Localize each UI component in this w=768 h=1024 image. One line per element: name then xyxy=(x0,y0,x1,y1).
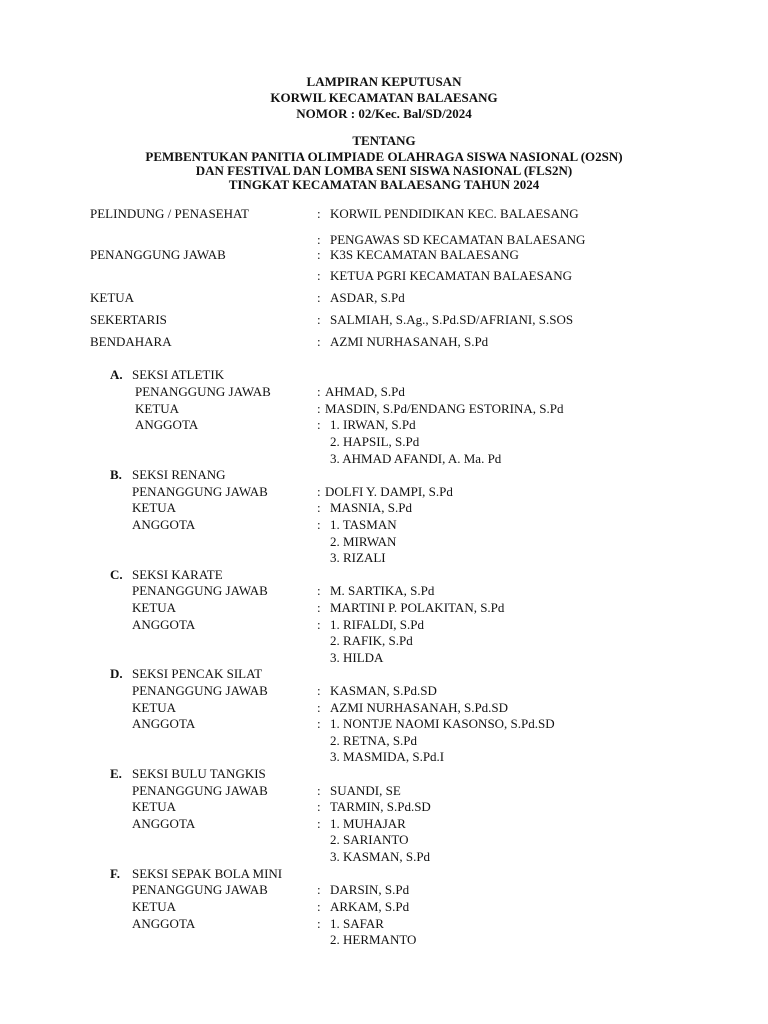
section-pj-label: PENANGGUNG JAWAB xyxy=(132,583,268,598)
section-pj-label: PENANGGUNG JAWAB xyxy=(132,484,268,499)
colon: : xyxy=(317,312,321,327)
header-line-2: KORWIL KECAMATAN BALAESANG xyxy=(270,90,498,105)
colon: : xyxy=(317,716,321,731)
section-anggota-label: ANGGOTA xyxy=(132,816,196,831)
colon: : xyxy=(317,232,321,247)
section-ketua-value: MARTINI P. POLAKITAN, S.Pd xyxy=(330,600,505,615)
colon: : xyxy=(317,334,321,349)
section-ketua-value: TARMIN, S.Pd.SD xyxy=(330,799,431,814)
colon: : xyxy=(317,500,321,515)
section-member: 2. HERMANTO xyxy=(330,932,417,947)
colon: : xyxy=(317,206,321,221)
pj-value-2: K3S KECAMATAN BALAESANG xyxy=(330,247,519,262)
section-member: 1. SAFAR xyxy=(330,916,384,931)
section-title: SEKSI ATLETIK xyxy=(132,367,225,382)
colon: : xyxy=(317,799,321,814)
title-line-2: DAN FESTIVAL DAN LOMBA SENI SISWA NASIONAL (FLS2N) xyxy=(195,163,573,178)
section-ketua-value: ARKAM, S.Pd xyxy=(330,899,410,914)
section-member: 2. MIRWAN xyxy=(330,534,397,549)
section-member: 1. TASMAN xyxy=(330,517,397,532)
section-member: 1. RIFALDI, S.Pd xyxy=(330,617,425,632)
header-line-1: LAMPIRAN KEPUTUSAN xyxy=(306,74,462,89)
pelindung-label: PELINDUNG / PENASEHAT xyxy=(90,206,249,221)
colon: : xyxy=(317,816,321,831)
section-title: SEKSI PENCAK SILAT xyxy=(132,666,263,681)
pelindung-value: KORWIL PENDIDIKAN KEC. BALAESANG xyxy=(330,206,579,221)
section-pj-value: AHMAD, S.Pd xyxy=(325,384,405,399)
colon: : xyxy=(317,247,321,262)
colon: : xyxy=(317,899,321,914)
colon: : xyxy=(317,401,321,416)
pj-value-3: KETUA PGRI KECAMATAN BALAESANG xyxy=(330,268,572,283)
colon: : xyxy=(317,617,321,632)
colon: : xyxy=(317,600,321,615)
section-member: 3. MASMIDA, S.Pd.I xyxy=(330,749,445,764)
section-anggota-label: ANGGOTA xyxy=(132,517,196,532)
header-tentang: TENTANG xyxy=(352,133,416,148)
section-title: SEKSI KARATE xyxy=(132,567,223,582)
colon: : xyxy=(317,882,321,897)
section-title: SEKSI RENANG xyxy=(132,467,226,482)
colon: : xyxy=(317,384,321,399)
colon: : xyxy=(317,583,321,598)
section-anggota-label: ANGGOTA xyxy=(132,617,196,632)
section-ketua-value: AZMI NURHASANAH, S.Pd.SD xyxy=(330,700,509,715)
section-member: 2. RAFIK, S.Pd xyxy=(330,633,413,648)
section-letter: F. xyxy=(110,866,120,881)
section-letter: D. xyxy=(110,666,123,681)
section-ketua-value: MASNIA, S.Pd xyxy=(330,500,412,515)
section-pj-value: DOLFI Y. DAMPI, S.Pd xyxy=(325,484,453,499)
header-line-3: NOMOR : 02/Kec. Bal/SD/2024 xyxy=(296,106,472,121)
colon: : xyxy=(317,683,321,698)
section-letter: A. xyxy=(110,367,123,382)
section-pj-value: SUANDI, SE xyxy=(330,783,401,798)
section-ketua-label: KETUA xyxy=(132,500,177,515)
section-member: 2. HAPSIL, S.Pd xyxy=(330,434,420,449)
colon: : xyxy=(317,783,321,798)
ketua-label: KETUA xyxy=(90,290,135,305)
bendahara-label: BENDAHARA xyxy=(90,334,172,349)
section-member: 3. KASMAN, S.Pd xyxy=(330,849,431,864)
colon: : xyxy=(317,517,321,532)
section-ketua-value: MASDIN, S.Pd/ENDANG ESTORINA, S.Pd xyxy=(325,401,564,416)
section-ketua-label: KETUA xyxy=(135,401,180,416)
colon: : xyxy=(317,916,321,931)
section-member: 1. NONTJE NAOMI KASONSO, S.Pd.SD xyxy=(330,716,555,731)
section-title: SEKSI SEPAK BOLA MINI xyxy=(132,866,283,881)
bendahara-value: AZMI NURHASANAH, S.Pd xyxy=(330,334,489,349)
ketua-value: ASDAR, S.Pd xyxy=(330,290,405,305)
title-line-3: TINGKAT KECAMATAN BALAESANG TAHUN 2024 xyxy=(228,177,540,192)
colon: : xyxy=(317,700,321,715)
section-anggota-label: ANGGOTA xyxy=(135,417,199,432)
sekertaris-label: SEKERTARIS xyxy=(90,312,167,327)
section-pj-value: KASMAN, S.Pd.SD xyxy=(330,683,437,698)
section-pj-label: PENANGGUNG JAWAB xyxy=(132,783,268,798)
section-pj-label: PENANGGUNG JAWAB xyxy=(135,384,271,399)
section-pj-value: DARSIN, S.Pd xyxy=(330,882,410,897)
pj-label: PENANGGUNG JAWAB xyxy=(90,247,226,262)
section-ketua-label: KETUA xyxy=(132,600,177,615)
section-ketua-label: KETUA xyxy=(132,899,177,914)
section-anggota-label: ANGGOTA xyxy=(132,716,196,731)
title-line-1: PEMBENTUKAN PANITIA OLIMPIADE OLAHRAGA SISWA NASIONAL (O2SN) xyxy=(145,149,623,164)
section-title: SEKSI BULU TANGKIS xyxy=(132,766,266,781)
section-pj-label: PENANGGUNG JAWAB xyxy=(132,882,268,897)
section-ketua-label: KETUA xyxy=(132,799,177,814)
section-member: 2. SARIANTO xyxy=(330,832,409,847)
section-letter: E. xyxy=(110,766,122,781)
colon: : xyxy=(317,417,321,432)
section-letter: C. xyxy=(110,567,123,582)
colon: : xyxy=(317,268,321,283)
section-member: 1. MUHAJAR xyxy=(330,816,406,831)
section-member: 3. AHMAD AFANDI, A. Ma. Pd xyxy=(330,451,502,466)
colon: : xyxy=(317,290,321,305)
section-pj-label: PENANGGUNG JAWAB xyxy=(132,683,268,698)
section-member: 3. RIZALI xyxy=(330,550,386,565)
colon: : xyxy=(317,484,321,499)
section-ketua-label: KETUA xyxy=(132,700,177,715)
section-pj-value: M. SARTIKA, S.Pd xyxy=(330,583,435,598)
pj-value-1: PENGAWAS SD KECAMATAN BALAESANG xyxy=(330,232,586,247)
section-member: 1. IRWAN, S.Pd xyxy=(330,417,416,432)
section-anggota-label: ANGGOTA xyxy=(132,916,196,931)
section-letter: B. xyxy=(110,467,122,482)
section-member: 2. RETNA, S.Pd xyxy=(330,733,418,748)
sekertaris-value: SALMIAH, S.Ag., S.Pd.SD/AFRIANI, S.SOS xyxy=(330,312,574,327)
section-member: 3. HILDA xyxy=(330,650,384,665)
